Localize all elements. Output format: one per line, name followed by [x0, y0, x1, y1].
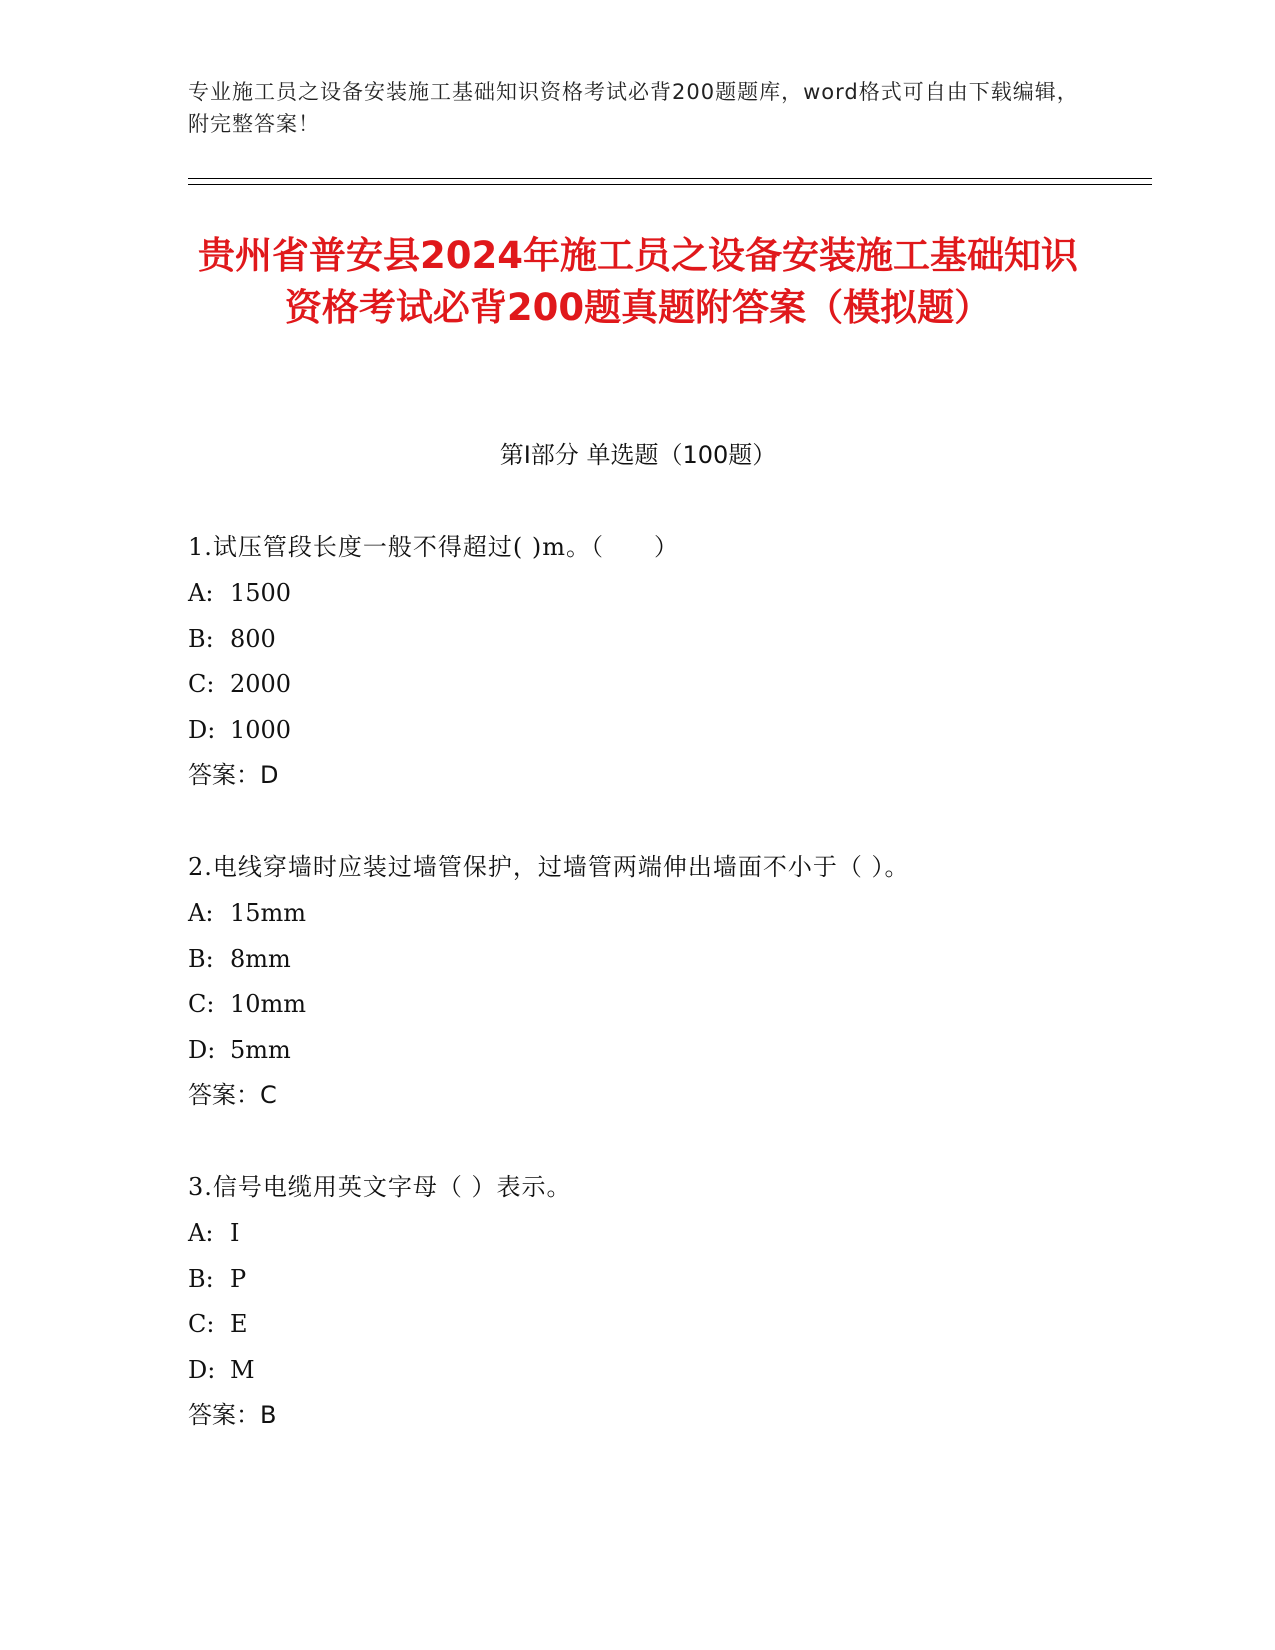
option-letter: A:	[188, 579, 214, 607]
option-text: E	[230, 1310, 248, 1338]
question-stem: 1.试压管段长度一般不得超过( )m。（ ）	[188, 533, 680, 561]
option-d	[188, 713, 1148, 759]
option-c	[188, 987, 1148, 1033]
option-b	[188, 622, 1148, 668]
header-note: 专业施工员之设备安装施工基础知识资格考试必背200题题库，word格式可自由下载编辑，附完整答案！	[188, 80, 1079, 136]
question-stem: 3.信号电缆用英文字母（ ）表示。	[188, 1173, 572, 1201]
answer: 答案：C	[188, 1081, 277, 1109]
option-text: 1500	[230, 579, 292, 607]
answer: 答案：B	[188, 1401, 277, 1429]
option-d	[188, 1033, 1148, 1079]
option-a	[188, 576, 1148, 622]
header-divider-bottom	[188, 184, 1152, 185]
section-title: 第Ⅰ部分 单选题（100题）	[499, 441, 777, 469]
option-text: M	[230, 1355, 255, 1384]
option-text: 800	[230, 624, 276, 653]
option-letter: D:	[188, 715, 216, 744]
option-b	[188, 1262, 1148, 1308]
option-letter: B:	[188, 624, 214, 653]
answer: 答案：D	[188, 761, 279, 789]
question-stem: 2.电线穿墙时应装过墙管保护，过墙管两端伸出墙面不小于（ ）。	[188, 853, 910, 881]
question-2	[188, 850, 1148, 1123]
option-text: 15mm	[230, 899, 307, 927]
header-divider-top	[188, 178, 1152, 179]
option-text: 8mm	[230, 944, 291, 973]
option-text: 5mm	[230, 1035, 291, 1064]
option-a	[188, 1216, 1148, 1262]
option-text: P	[230, 1264, 247, 1293]
document-title: 贵州省普安县2024年施工员之设备安装施工基础知识资格考试必背200题真题附答案（模拟题）	[198, 234, 1078, 329]
question-3	[188, 1170, 1148, 1443]
question-1	[188, 530, 1148, 803]
option-text: 10mm	[230, 990, 307, 1018]
option-text: I	[230, 1219, 240, 1247]
option-letter: D:	[188, 1355, 216, 1384]
option-c	[188, 1307, 1148, 1353]
option-d	[188, 1353, 1148, 1399]
option-letter: A:	[188, 1219, 214, 1247]
option-text: 1000	[230, 715, 292, 744]
option-letter: B:	[188, 1264, 214, 1293]
option-text: 2000	[230, 670, 292, 698]
option-letter: A:	[188, 899, 214, 927]
option-letter: C:	[188, 990, 215, 1018]
option-b	[188, 942, 1148, 988]
option-letter: C:	[188, 1310, 215, 1338]
option-a	[188, 896, 1148, 942]
option-letter: D:	[188, 1035, 216, 1064]
option-c	[188, 667, 1148, 713]
option-letter: B:	[188, 944, 214, 973]
option-letter: C:	[188, 670, 215, 698]
